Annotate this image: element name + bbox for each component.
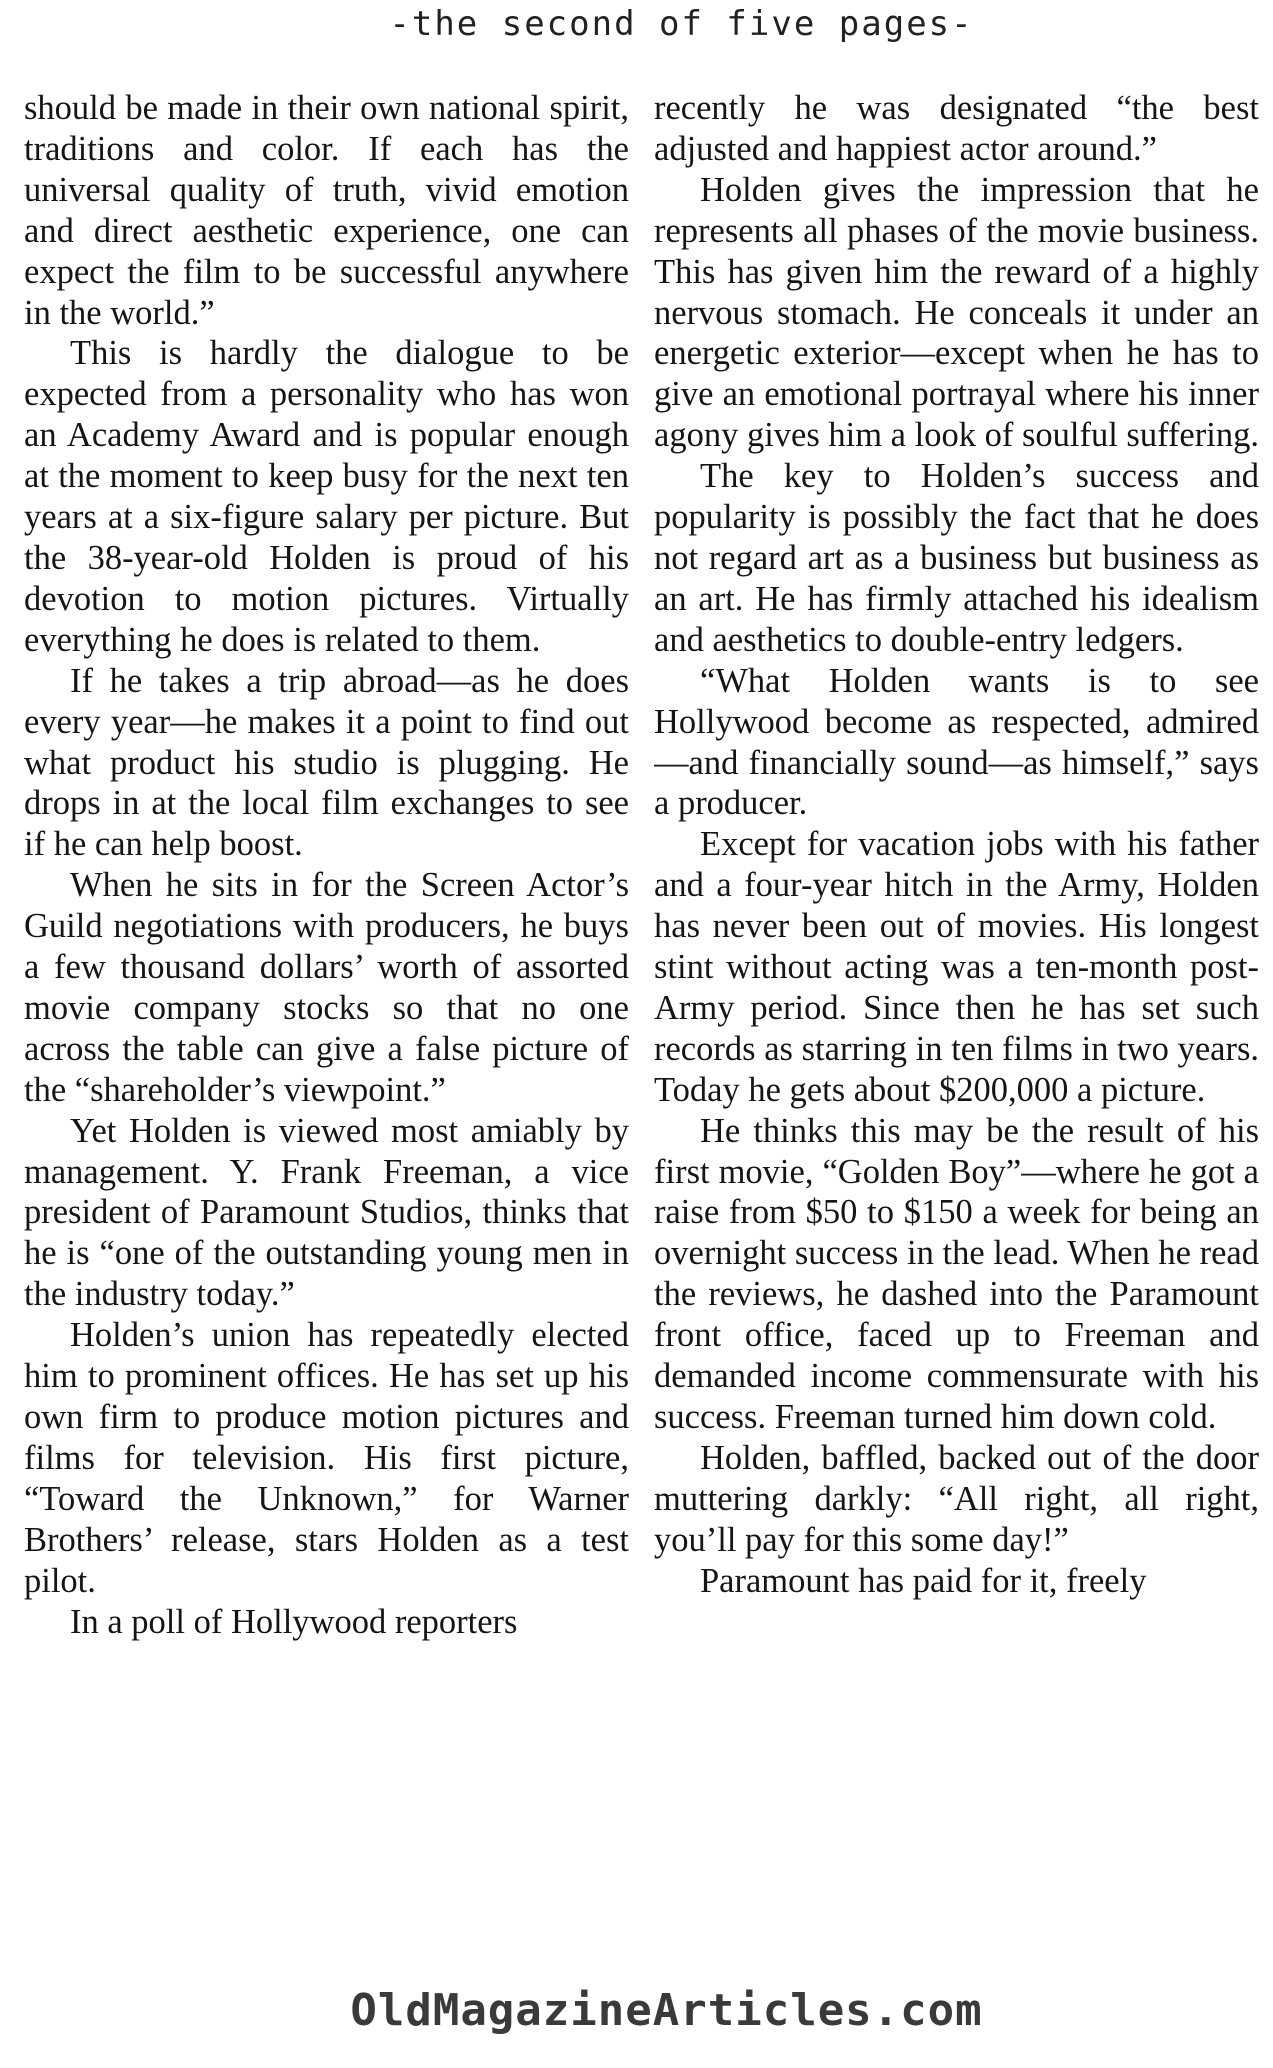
right-paragraph-8: Paramount has paid for it, freely [700,1561,1147,1600]
right-column [654,88,1259,1968]
right-paragraph-5: Except for vacation jobs with his father and a four-year hitch in the Army, Holden has never been out of movies. His longest stint without acting was a ten-month post-Army period. Since then he has set such records as starring in ten films in two years. Today he gets about $200,000 a picture. [654,825,1259,1109]
site-watermark: OldMagazineArticles.com [350,1985,983,2036]
right-paragraph-4: “What Holden wants is to see Hollywood become as respected, admired—and financially sound—as himself,” says a producer. [654,661,1259,823]
right-paragraph-2: Holden gives the impression that he represents all phases of the movie business. This has given him the reward of a highly nervous stomach. He conceals it under an energetic exterior—except when he has to give an emotional portrayal where his inner agony gives him a look of soulful suffering. [654,170,1259,455]
right-paragraph-3: The key to Holden’s success and popularity is possibly the fact that he does not regard art as a business but business as an art. He has firmly attached his idealism and aesthetics to double-entry ledgers. [654,457,1259,659]
right-paragraph-1: recently he was designated “the best adjusted and happiest actor around.” [654,89,1259,168]
right-paragraph-7: Holden, baffled, backed out of the door muttering darkly: “All right, all right, you’ll pay for this some day!” [654,1438,1259,1559]
left-paragraph-6: Holden’s union has repeatedly elected him to prominent offices. He has set up his own firm to produce motion pictures and films for television. His first picture, “Toward the Unknown,” for Warner Brothers’ release, stars Holden as a test pilot. [24,1316,629,1600]
left-paragraph-1: should be made in their own national spirit, traditions and color. If each has the universal quality of truth, vivid emotion and direct aesthetic experience, one can expect the film to be successful anywhere in the world.” [24,89,629,332]
left-column [24,88,629,1968]
left-paragraph-7: In a poll of Hollywood reporters [70,1602,518,1641]
right-paragraph-6: He thinks this may be the result of his first movie, “Golden Boy”—where he got a raise from $50 to $150 a week for being an overnight success in the lead. When he read the reviews, he dashed into the Paramount front office, faced up to Freeman and demanded income commensurate with his success. Freeman turned him down cold. [654,1111,1259,1436]
left-paragraph-2: This is hardly the dialogue to be expected from a personality who has won an Academy Award and is popular enough at the moment to keep busy for the next ten years at a six-figure salary per picture. But the 38-year-old Holden is proud of his devotion to motion pictures. Virtually everything he does is related to them. [24,334,629,659]
left-paragraph-3: If he takes a trip abroad—as he does every year—he makes it a point to find out what product his studio is plugging. He drops in at the local film exchanges to see if he can help boost. [24,661,629,864]
left-paragraph-5: Yet Holden is viewed most amiably by management. Y. Frank Freeman, a vice president of Paramount Studios, thinks that he is “one of the outstanding young men in the industry today.” [24,1111,629,1314]
page-header: -the second of five pages- [389,4,974,44]
left-paragraph-4: When he sits in for the Screen Actor’s Guild negotiations with producers, he buys a few thousand dollars’ worth of assorted movie company stocks so that no one across the table can give a false picture of the “shareholder’s viewpoint.” [24,866,629,1109]
